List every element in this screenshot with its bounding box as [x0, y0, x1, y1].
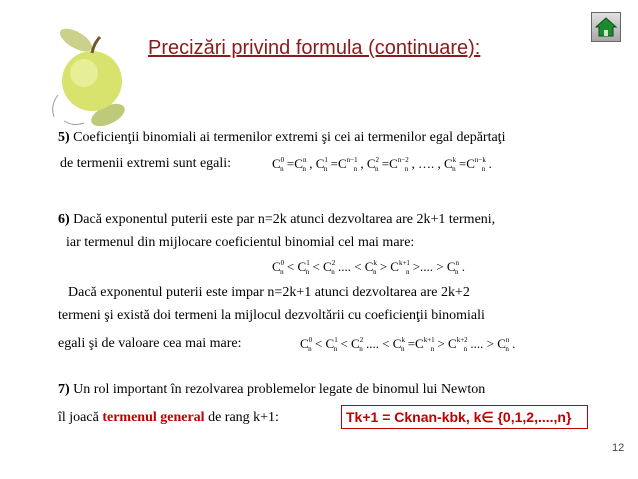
section-6-line5: egali şi de valoare cea mai mare: [58, 336, 242, 351]
general-term-highlight: termenul general [102, 410, 205, 425]
section-7-number: 7) [58, 382, 70, 397]
apple-icon [40, 25, 135, 130]
page-number: 12 [612, 442, 625, 454]
page-title: Precizări privind formula (continuare): [148, 37, 481, 59]
section-7-line2 [58, 410, 279, 426]
section-6-text: Dacă exponentul puterii este par n=2k atunci dezvoltarea are 2k+1 termeni, [73, 212, 496, 227]
section-6-line4: termeni şi există doi termeni la mijlocul dezvoltării cu coeficienţii binomiali [58, 308, 485, 323]
section-6-line2: iar termenul din mijlocare coeficientul binomial cel mai mare: [66, 235, 415, 250]
home-icon [592, 13, 620, 41]
home-button[interactable] [591, 12, 621, 42]
section-5-line1 [58, 130, 505, 146]
section-7-text: Un rol important în rezolvarea problemelor legate de binomul lui Newton [73, 382, 486, 397]
section-6-line1 [58, 212, 495, 228]
section-6-number: 6) [58, 212, 70, 227]
section-7-line1 [58, 382, 485, 398]
section-5-text: Coeficienţii binomiali ai termenilor extremi şi cei ai termenilor egal depărtaţi [73, 130, 506, 145]
section-5-formula: $C^0_n =C^n_n$ , $C^1_n =C^{n-1}_n$ , $C^2_n =C^{n-2}_n$ , …. , $C^k_n =C^{n-k}_n$ . [272, 156, 492, 173]
section-7-pre: îl joacă [58, 410, 99, 425]
section-5-line2: de termenii extremi sunt egali: [60, 156, 232, 171]
section-5-number: 5) [58, 130, 70, 145]
section-6-formula-even: $C^0_n < C^1_n < C^2_n$ .... < $C^k_n > C^{k+1}_n$ >.... > $C^n_n$ . [272, 259, 466, 276]
section-6-line3: Dacă exponentul puterii este impar n=2k+1 atunci dezvoltarea are 2k+2 [68, 285, 470, 300]
section-6-formula-odd: $C^0_n < C^1_n < C^2_n$ .... < $C^k_n =C^{k+1}_n > C^{k+2}_n$ .... > $C^n_n$ . [300, 336, 516, 353]
section-7-post: de rang k+1: [208, 410, 279, 425]
general-term-formula: Tk+1 = Cknan-kbk, k∈ {0,1,2,....,n} [341, 405, 588, 429]
